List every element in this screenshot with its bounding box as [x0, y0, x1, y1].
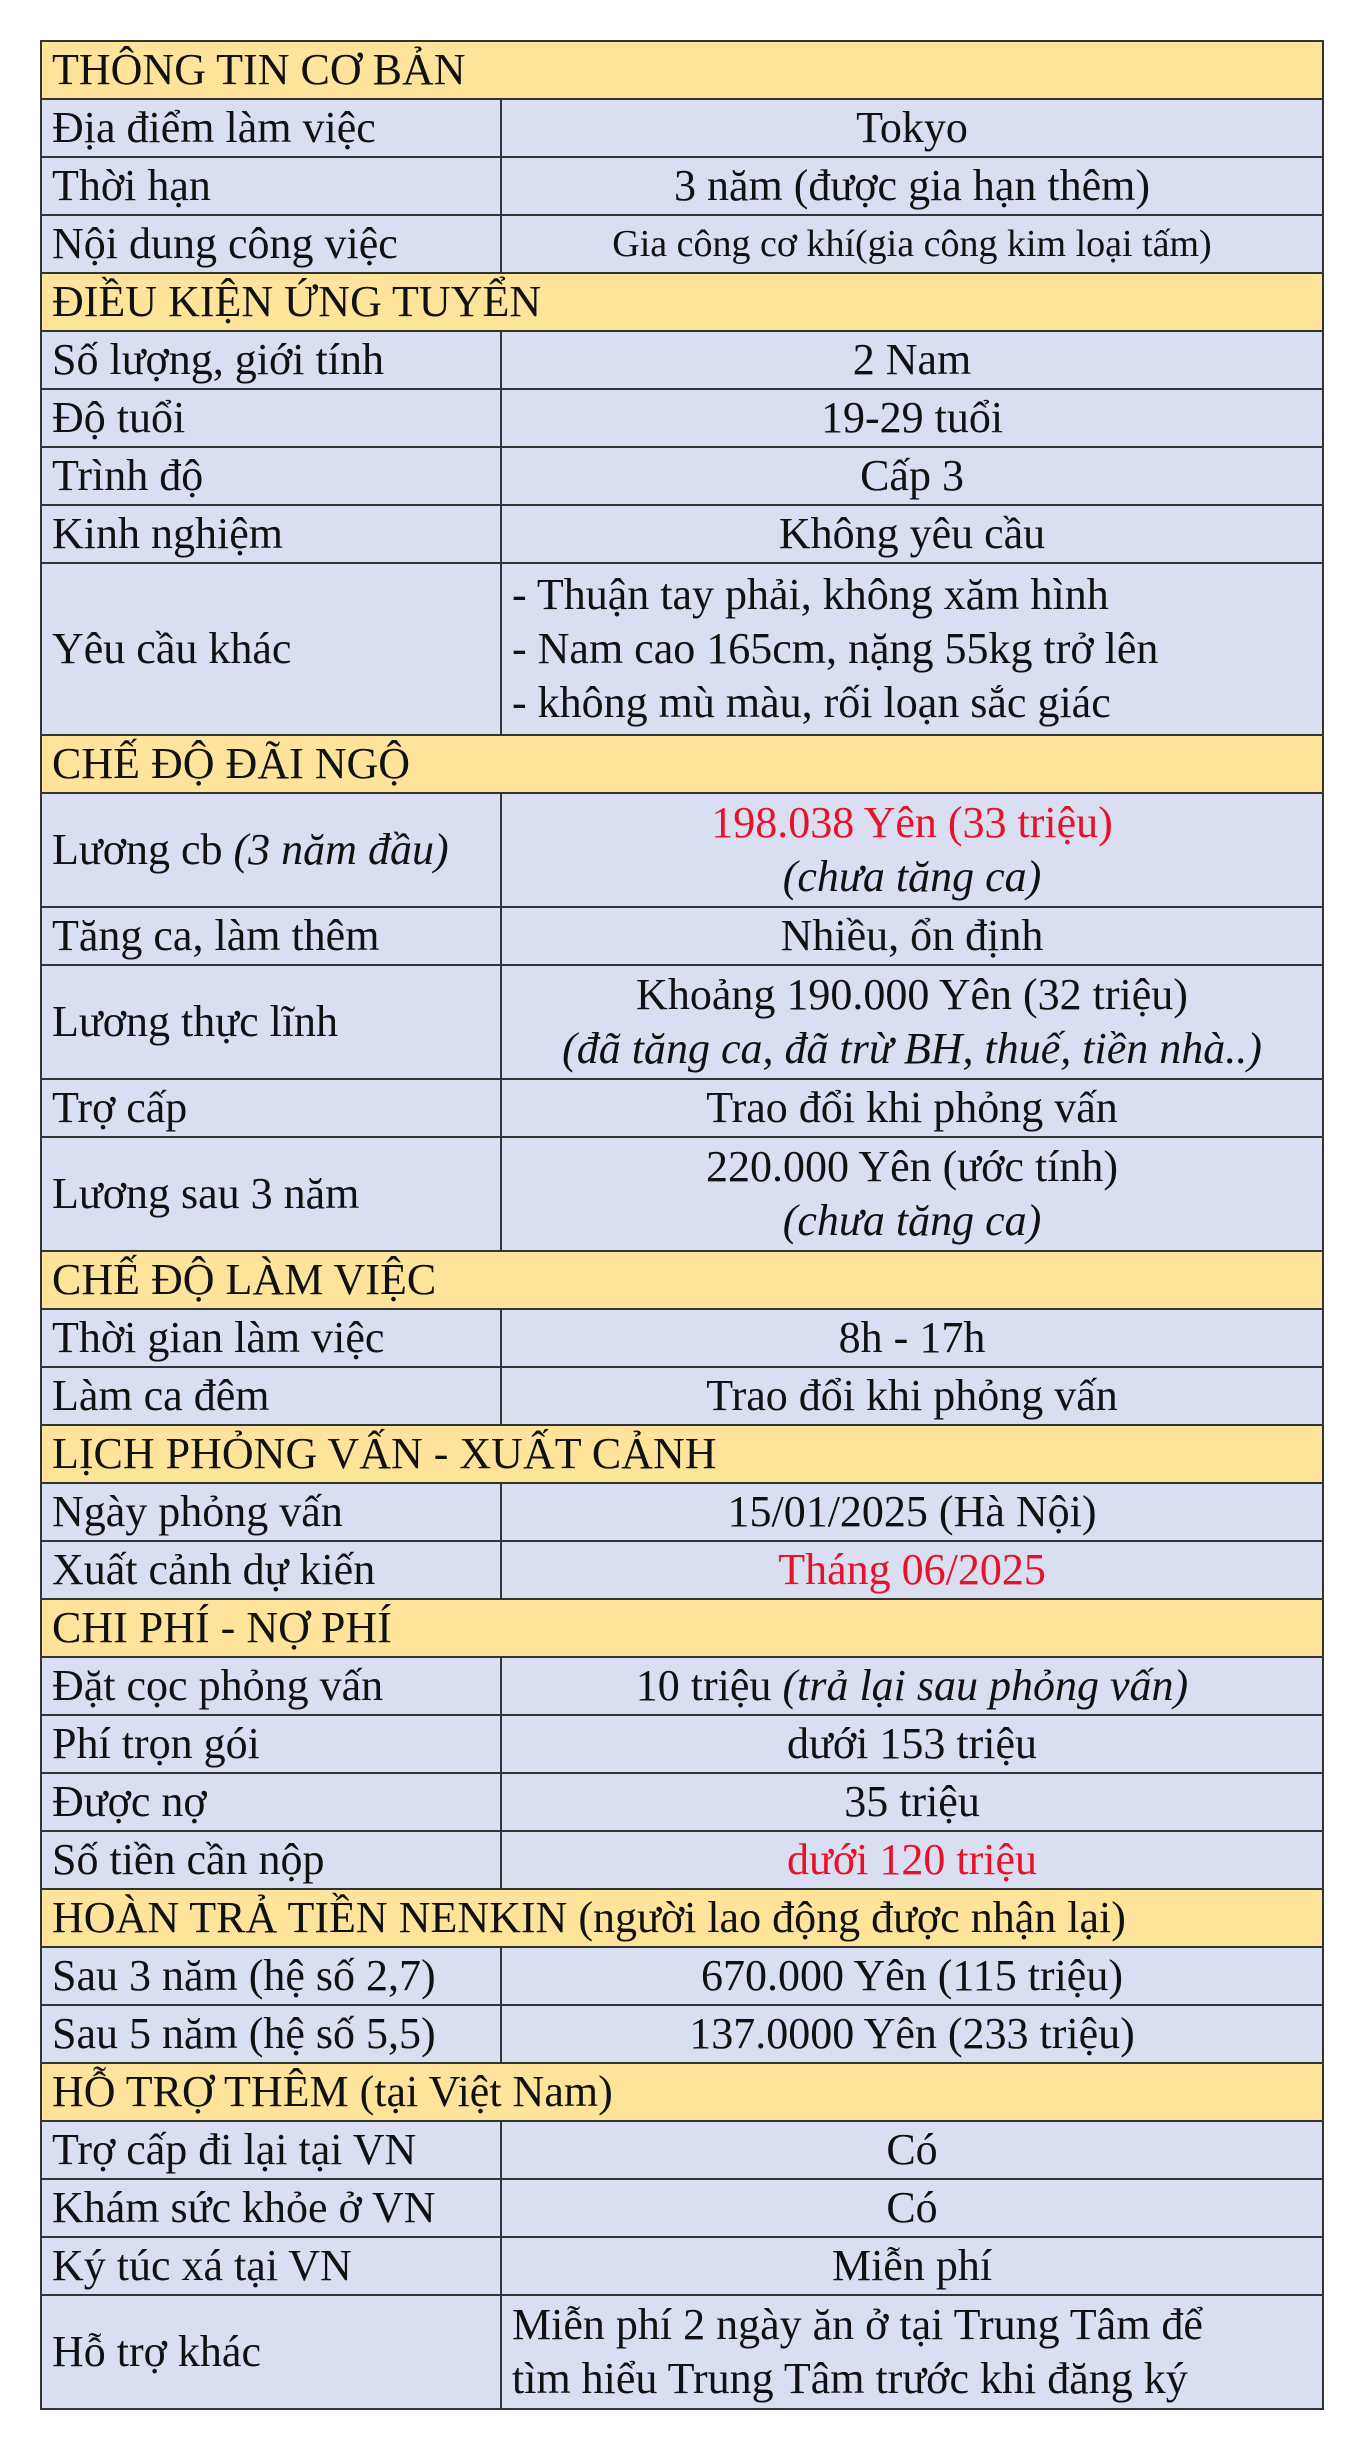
table-row: [41, 157, 1323, 215]
row-label: Trình độ: [41, 447, 501, 505]
table-row: [41, 2179, 1323, 2237]
section-header-benefits: [41, 735, 1323, 793]
row-label: Yêu cầu khác: [41, 563, 501, 735]
section-title: THÔNG TIN CƠ BẢN: [41, 41, 1323, 99]
value-note: (trả lại sau phỏng vấn): [782, 1661, 1189, 1710]
table-row: [41, 1715, 1323, 1773]
table-row: [41, 99, 1323, 157]
table-row: [41, 2237, 1323, 2295]
requirement-line: - Nam cao 165cm, nặng 55kg trở lên: [512, 624, 1159, 673]
table-row: [41, 1309, 1323, 1367]
amount-due-value: dưới 120 triệu: [501, 1831, 1323, 1889]
section-header-working-regime: [41, 1251, 1323, 1309]
row-label: Trợ cấp đi lại tại VN: [41, 2121, 501, 2179]
row-value: 19-29 tuổi: [501, 389, 1323, 447]
table-row: [41, 2005, 1323, 2063]
departure-value: Tháng 06/2025: [501, 1541, 1323, 1599]
row-label: Thời hạn: [41, 157, 501, 215]
section-title: CHI PHÍ - NỢ PHÍ: [41, 1599, 1323, 1657]
table-row: [41, 1657, 1323, 1715]
table-row: [41, 1483, 1323, 1541]
row-value: 670.000 Yên (115 triệu): [501, 1947, 1323, 2005]
table-row: [41, 907, 1323, 965]
row-value: Miễn phí: [501, 2237, 1323, 2295]
table-row: [41, 1367, 1323, 1425]
table-row: [41, 1947, 1323, 2005]
row-label: Nội dung công việc: [41, 215, 501, 273]
row-label: Tăng ca, làm thêm: [41, 907, 501, 965]
base-salary-value: 198.038 Yên (33 triệu): [711, 798, 1113, 847]
section-header-schedule: [41, 1425, 1323, 1483]
table-row: [41, 331, 1323, 389]
row-label: Số tiền cần nộp: [41, 1831, 501, 1889]
row-label: Thời gian làm việc: [41, 1309, 501, 1367]
table-row: [41, 447, 1323, 505]
row-value: Trao đổi khi phỏng vấn: [501, 1079, 1323, 1137]
value-main: Khoảng 190.000 Yên (32 triệu): [636, 970, 1188, 1019]
label-note: (3 năm đầu): [233, 825, 449, 874]
row-label: Sau 5 năm (hệ số 5,5): [41, 2005, 501, 2063]
value-main: 220.000 Yên (ước tính): [705, 1142, 1119, 1191]
section-title: ĐIỀU KIỆN ỨNG TUYỂN: [41, 273, 1323, 331]
row-value: 2 Nam: [501, 331, 1323, 389]
row-label: [41, 793, 501, 907]
job-info-table: [40, 40, 1324, 2410]
row-value: dưới 153 triệu: [501, 1715, 1323, 1773]
value-note: (đã tăng ca, đã trừ BH, thuế, tiền nhà..): [562, 1024, 1262, 1073]
table-row: [41, 2121, 1323, 2179]
row-value-multiline: [501, 965, 1323, 1079]
row-label: Sau 3 năm (hệ số 2,7): [41, 1947, 501, 2005]
row-label: Lương sau 3 năm: [41, 1137, 501, 1251]
row-value: Cấp 3: [501, 447, 1323, 505]
row-label: Số lượng, giới tính: [41, 331, 501, 389]
row-value-multiline: [501, 2295, 1323, 2409]
section-header-fees: [41, 1599, 1323, 1657]
value-main: 10 triệu: [635, 1661, 783, 1710]
row-label: Lương thực lĩnh: [41, 965, 501, 1079]
row-value: Nhiều, ổn định: [501, 907, 1323, 965]
row-label: Phí trọn gói: [41, 1715, 501, 1773]
row-label: Hỗ trợ khác: [41, 2295, 501, 2409]
row-label: Kinh nghiệm: [41, 505, 501, 563]
row-value: Có: [501, 2121, 1323, 2179]
section-title: HỖ TRỢ THÊM (tại Việt Nam): [41, 2063, 1323, 2121]
table-row: [41, 1137, 1323, 1251]
section-title: LỊCH PHỎNG VẤN - XUẤT CẢNH: [41, 1425, 1323, 1483]
row-value: Không yêu cầu: [501, 505, 1323, 563]
section-title: CHẾ ĐỘ LÀM VIỆC: [41, 1251, 1323, 1309]
row-value-multiline: [501, 793, 1323, 907]
table-row: [41, 1079, 1323, 1137]
row-label: Khám sức khỏe ở VN: [41, 2179, 501, 2237]
table-row: [41, 793, 1323, 907]
row-value: 8h - 17h: [501, 1309, 1323, 1367]
section-title: CHẾ ĐỘ ĐÃI NGỘ: [41, 735, 1323, 793]
row-value: [501, 1657, 1323, 1715]
row-value: Có: [501, 2179, 1323, 2237]
row-value-multiline: [501, 1137, 1323, 1251]
requirement-line: - Thuận tay phải, không xăm hình: [512, 570, 1109, 619]
row-label: Địa điểm làm việc: [41, 99, 501, 157]
value-line: tìm hiểu Trung Tâm trước khi đăng ký: [512, 2354, 1188, 2403]
table-row: [41, 505, 1323, 563]
row-label: Ký túc xá tại VN: [41, 2237, 501, 2295]
label-text: Lương cb: [52, 825, 234, 874]
row-label: Đặt cọc phỏng vấn: [41, 1657, 501, 1715]
table-row: [41, 1773, 1323, 1831]
row-value: Tokyo: [501, 99, 1323, 157]
section-header-nenkin: [41, 1889, 1323, 1947]
row-label: Làm ca đêm: [41, 1367, 501, 1425]
value-note: (chưa tăng ca): [782, 1196, 1042, 1245]
row-label: Ngày phỏng vấn: [41, 1483, 501, 1541]
requirement-line: - không mù màu, rối loạn sắc giác: [512, 678, 1111, 727]
table-row: [41, 389, 1323, 447]
row-value: 35 triệu: [501, 1773, 1323, 1831]
row-value-multiline: [501, 563, 1323, 735]
table-row: [41, 965, 1323, 1079]
row-label: Độ tuổi: [41, 389, 501, 447]
section-title: HOÀN TRẢ TIỀN NENKIN (người lao động được nhận lại): [41, 1889, 1323, 1947]
section-header-requirements: [41, 273, 1323, 331]
row-value: Trao đổi khi phỏng vấn: [501, 1367, 1323, 1425]
table-row: [41, 563, 1323, 735]
row-value: 137.0000 Yên (233 triệu): [501, 2005, 1323, 2063]
row-label: Xuất cảnh dự kiến: [41, 1541, 501, 1599]
table-row: [41, 215, 1323, 273]
section-header-basic-info: [41, 41, 1323, 99]
row-label: Được nợ: [41, 1773, 501, 1831]
row-value: 3 năm (được gia hạn thêm): [501, 157, 1323, 215]
section-header-extra-support: [41, 2063, 1323, 2121]
row-value: 15/01/2025 (Hà Nội): [501, 1483, 1323, 1541]
value-note: (chưa tăng ca): [782, 852, 1042, 901]
value-line: Miễn phí 2 ngày ăn ở tại Trung Tâm để: [512, 2300, 1203, 2349]
row-label: Trợ cấp: [41, 1079, 501, 1137]
table-row: [41, 2295, 1323, 2409]
row-value: Gia công cơ khí(gia công kim loại tấm): [501, 215, 1323, 273]
table-row: [41, 1831, 1323, 1889]
table-row: [41, 1541, 1323, 1599]
